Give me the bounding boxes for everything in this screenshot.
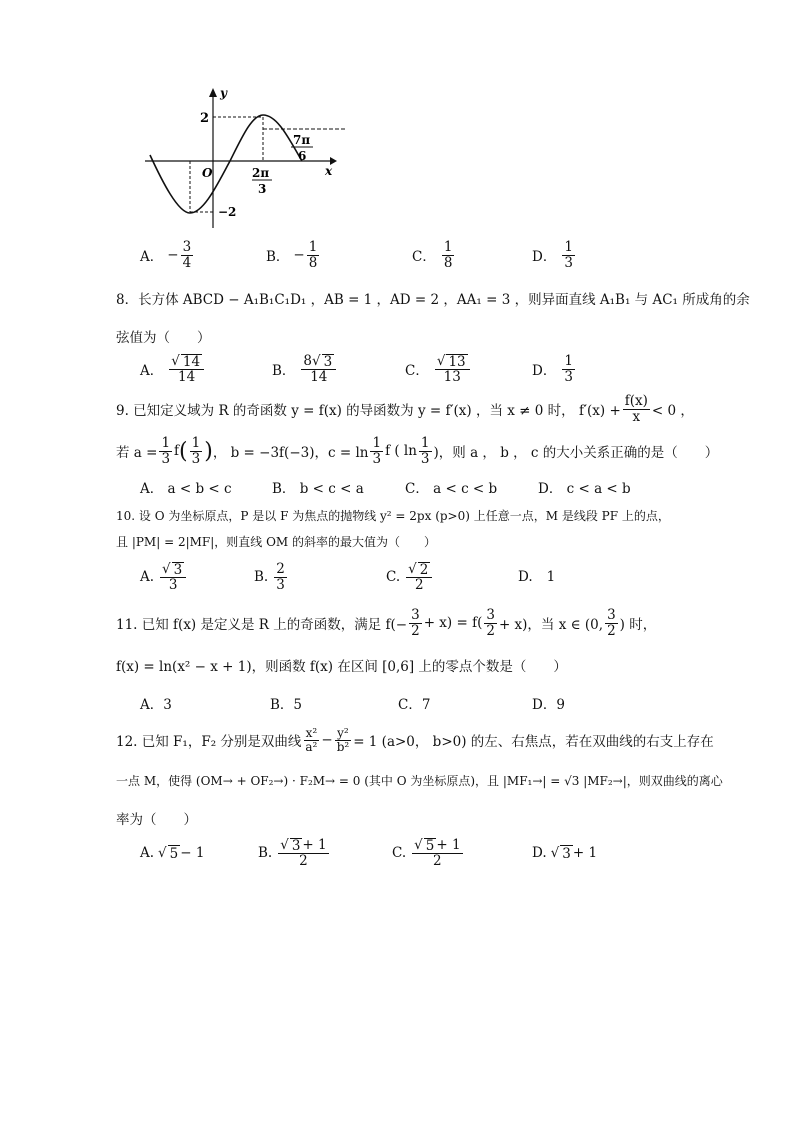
- option-label: A．: [140, 249, 164, 265]
- sqrt: [280, 838, 302, 853]
- option-sign: −: [293, 247, 305, 263]
- option-value: 1: [546, 569, 556, 585]
- fraction-den: 14: [178, 369, 196, 385]
- option-label: D.: [518, 569, 533, 585]
- radical-sign: √: [414, 836, 423, 853]
- num-tail: + 1: [436, 836, 461, 853]
- radicand: 13: [448, 353, 466, 370]
- option-label: A．: [140, 363, 164, 379]
- option-fraction: [301, 354, 336, 384]
- option-label: D．: [532, 249, 557, 265]
- radicand: 2: [419, 561, 429, 578]
- fraction-num: 1: [308, 239, 318, 256]
- fraction-den: 8: [308, 254, 318, 271]
- q10-option-c[interactable]: [386, 554, 434, 600]
- q8-option-b[interactable]: [272, 346, 338, 392]
- q11-options: [140, 690, 660, 716]
- option-fraction: [307, 240, 320, 269]
- q12-text: −: [321, 732, 333, 748]
- option-label: D．: [532, 363, 557, 379]
- q12-line2: 一点 M，使得 (OM→ + OF₂→) · F₂M→ = 0 (其中 O 为坐标原点)，且 |MF₁→| = √3 |MF₂→|，则双曲线的离心: [116, 774, 723, 788]
- q12-line3: 率为（ ）: [116, 812, 197, 828]
- radical-sign: √: [312, 352, 321, 369]
- q11-fraction: [484, 608, 497, 637]
- fraction-num: 1: [161, 435, 171, 452]
- option-label: D.: [532, 845, 547, 861]
- fraction-den: 2: [299, 853, 308, 869]
- fraction-num: y²: [337, 725, 349, 740]
- max-label: 2: [200, 111, 210, 126]
- q9-text: ， b = −3f(−3)，c = ln: [212, 445, 369, 461]
- sqrt: [171, 354, 202, 369]
- q12-option-b[interactable]: [258, 830, 331, 876]
- origin-label: O: [202, 166, 213, 180]
- radical-sign: √: [158, 844, 167, 861]
- option-fraction: [274, 562, 287, 591]
- paren-close: ): [204, 438, 213, 464]
- radical-sign: √: [280, 836, 289, 853]
- q12-option-a[interactable]: [140, 830, 204, 876]
- q9-text: f ( ln: [385, 443, 417, 459]
- q12-option-d[interactable]: [532, 830, 597, 876]
- fraction-num: 3: [182, 239, 192, 256]
- q9-line1: [116, 392, 694, 426]
- fraction-den: 3: [564, 254, 573, 271]
- fraction-num: 1: [191, 435, 201, 452]
- fraction-den: 3: [191, 450, 201, 467]
- radical-sign: √: [408, 560, 417, 577]
- fraction-num: [160, 562, 186, 578]
- q9-fraction: [159, 436, 172, 465]
- fraction-den: 13: [443, 369, 461, 385]
- num-tail: + 1: [302, 836, 327, 853]
- fraction-num: 1: [564, 353, 573, 370]
- fraction-den: 4: [182, 254, 192, 271]
- fraction-den: 3: [276, 576, 285, 593]
- q9-fraction: [190, 436, 203, 465]
- q9-text: 9. 已知定义域为 R 的奇函数 y = f(x) 的导函数为 y = f′(x) ，当 x ≠ 0 时， f′(x) +: [116, 403, 621, 419]
- fraction-den: 3: [564, 368, 573, 385]
- q9-options: [140, 470, 660, 504]
- fraction-num: 2: [276, 561, 285, 578]
- q7-option-b[interactable]: [266, 232, 321, 278]
- min-label: −2: [218, 205, 237, 219]
- q10-options: [140, 554, 660, 600]
- option-label: B．: [266, 249, 290, 265]
- fraction-num: [301, 354, 336, 370]
- fraction-num: x²: [305, 725, 318, 740]
- sqrt: [414, 838, 436, 853]
- fraction-den: 2: [414, 577, 424, 593]
- radicand: 5: [425, 837, 435, 854]
- q8-option-d[interactable]: [532, 346, 577, 392]
- q9-text: )，则 a ， b ， c 的大小关系正确的是（ ）: [433, 445, 719, 461]
- fraction-num: [169, 354, 204, 370]
- q12-options: [140, 830, 660, 876]
- option-fraction: [406, 562, 432, 592]
- fraction-den: 2: [486, 622, 495, 639]
- q8-option-c[interactable]: [405, 346, 472, 392]
- fraction-den: 3: [168, 577, 178, 593]
- x2-den: 6: [298, 149, 307, 163]
- fraction-den: 3: [372, 450, 382, 467]
- radical-sign: √: [171, 352, 180, 369]
- q12-line1: [116, 722, 714, 758]
- q12-text: = 1 (a>0， b>0) 的左、右焦点，若在双曲线的右支上存在: [353, 734, 714, 750]
- option-fraction: [278, 838, 328, 868]
- sqrt: [408, 562, 430, 577]
- q9-fraction: [623, 394, 650, 423]
- x2-num: 7π: [293, 133, 311, 147]
- sine-curve: [150, 115, 302, 213]
- q9-text: f: [174, 443, 180, 459]
- fraction-num: [412, 838, 462, 854]
- option-fraction: [442, 240, 455, 269]
- fraction-den: a²: [305, 739, 318, 754]
- q12-fraction: [335, 727, 352, 753]
- sqrt: [158, 845, 180, 862]
- q9-option-c[interactable]: C． a < c < b: [405, 481, 498, 497]
- q8-options: [140, 346, 660, 392]
- q7-option-a[interactable]: [140, 232, 195, 278]
- option-label: B．: [272, 363, 296, 379]
- x1-den: 3: [258, 182, 267, 196]
- q12-text: 12. 已知 F₁，F₂ 分别是双曲线: [116, 734, 302, 750]
- fraction-num: [278, 838, 328, 854]
- q9-option-b[interactable]: B． b < c < a: [272, 481, 364, 497]
- option-fraction: [169, 354, 204, 384]
- fraction-den: 2: [607, 622, 616, 639]
- q11-line2: f(x) = ln(x² − x + 1)，则函数 f(x) 在区间 [0,6] 上的零点个数是（ ）: [116, 659, 567, 675]
- fraction-den: b²: [336, 739, 350, 754]
- q11-text: + x)，当 x ∈ (0,: [498, 617, 604, 633]
- option-label: C.: [392, 845, 407, 861]
- q9-fraction: [370, 436, 383, 465]
- option-label: C．: [412, 249, 436, 265]
- q9-line2: [116, 432, 718, 470]
- q10-option-a[interactable]: [140, 554, 188, 600]
- radicand: 3: [323, 353, 333, 370]
- y-axis-arrow: [209, 88, 217, 97]
- fraction-den: 3: [420, 450, 430, 467]
- option-label: C.: [386, 569, 401, 585]
- option-label: A.: [140, 569, 155, 585]
- option-sign: −: [167, 247, 179, 263]
- radicand: 14: [182, 353, 201, 370]
- option-fraction: [412, 838, 462, 868]
- q7-option-d[interactable]: [532, 232, 577, 278]
- option-label: C．: [405, 363, 429, 379]
- paren-open: (: [179, 438, 188, 464]
- option-tail: + 1: [572, 845, 598, 861]
- radicand: 3: [173, 561, 183, 578]
- fraction-num: 1: [564, 239, 573, 256]
- q9-fraction: [419, 436, 432, 465]
- option-label: B.: [258, 845, 273, 861]
- option-label: B.: [254, 569, 269, 585]
- q11-text: + x) = f(: [423, 615, 483, 631]
- q11-line1: [116, 604, 656, 642]
- q11-fraction: [409, 608, 422, 637]
- sqrt: [162, 562, 184, 577]
- fraction-den: x: [632, 408, 641, 425]
- fraction-den: 14: [310, 369, 328, 385]
- q10-option-d[interactable]: [518, 554, 555, 600]
- option-fraction: [435, 354, 470, 384]
- radicand: 5: [169, 845, 179, 862]
- sqrt: [551, 845, 573, 862]
- fraction-num: [435, 354, 470, 370]
- q10-line2: 且 |PM| = 2|MF|，则直线 OM 的斜率的最大值为（ ）: [116, 535, 437, 549]
- coefficient: 8: [303, 352, 313, 369]
- q11-text: ) 时，: [619, 617, 657, 633]
- option-fraction: [562, 240, 575, 269]
- radicand: 3: [291, 837, 301, 854]
- q10-line1: 10. 设 O 为坐标原点，P 是以 F 为焦点的抛物线 y² = 2px (p>0) 上任意一点，M 是线段 PF 上的点，: [116, 509, 670, 523]
- fraction-num: 1: [443, 239, 453, 256]
- q11-option-d[interactable]: D．9: [532, 697, 565, 713]
- q9-option-d[interactable]: D． c < a < b: [538, 481, 631, 497]
- q7-option-c[interactable]: [412, 232, 456, 278]
- fraction-num: 1: [420, 435, 430, 452]
- x1-num: 2π: [252, 166, 270, 180]
- q8-line1: 8．长方体 ABCD − A₁B₁C₁D₁ ，AB = 1 ，AD = 2 ，AA₁ = 3 ，则异面直线 A₁B₁ 与 AC₁ 所成角的余: [116, 292, 750, 308]
- q11-option-c[interactable]: C．7: [398, 697, 431, 713]
- q12-fraction: [303, 727, 319, 753]
- sqrt: [437, 354, 468, 369]
- fraction-num: 3: [486, 607, 495, 624]
- fraction-den: 8: [443, 254, 453, 271]
- option-fraction: [181, 240, 194, 269]
- fraction-num: 1: [372, 435, 382, 452]
- fraction-num: [406, 562, 432, 578]
- q7-options: [140, 232, 660, 278]
- radicand: 3: [562, 845, 571, 862]
- fraction-num: f(x): [624, 393, 648, 410]
- radical-sign: √: [162, 560, 171, 577]
- option-fraction: [562, 354, 575, 383]
- q9-option-a[interactable]: A． a < b < c: [140, 481, 232, 497]
- q11-text: 11. 已知 f(x) 是定义是 R 上的奇函数，满足 f(−: [116, 617, 408, 633]
- option-fraction: [160, 562, 186, 592]
- q8-line2: 弦值为（ ）: [116, 330, 211, 346]
- q11-option-a[interactable]: A．3: [140, 697, 172, 713]
- q11-option-b[interactable]: B．5: [270, 697, 303, 713]
- y-axis-label: y: [220, 86, 227, 100]
- fraction-den: 3: [161, 450, 171, 467]
- sqrt: [312, 354, 334, 369]
- q12-option-c[interactable]: [392, 830, 465, 876]
- radical-sign: √: [436, 352, 446, 369]
- radical-sign: √: [550, 844, 560, 861]
- fraction-num: 3: [411, 607, 420, 624]
- q9-text: 若 a =: [116, 445, 158, 461]
- option-label: A.: [140, 845, 155, 861]
- sine-graph: [140, 85, 355, 230]
- x-axis-label: x: [325, 164, 333, 178]
- option-tail: − 1: [180, 845, 205, 861]
- fraction-den: 2: [433, 853, 442, 869]
- q9-text: < 0 ，: [651, 403, 694, 419]
- q8-option-a[interactable]: [140, 346, 206, 392]
- q10-option-b[interactable]: [254, 554, 289, 600]
- fraction-num: 3: [607, 607, 616, 624]
- fraction-den: 2: [411, 622, 420, 639]
- q11-fraction: [605, 608, 618, 637]
